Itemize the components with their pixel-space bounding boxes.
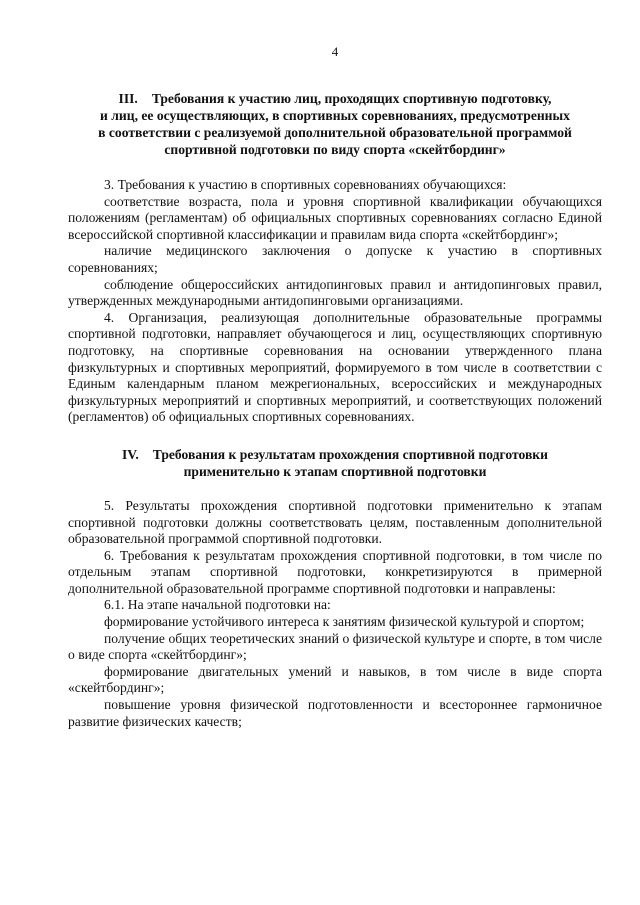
section-3-number: III. (118, 91, 138, 106)
section-4-number: IV. (122, 446, 139, 462)
section-3-title-line-4: спортивной подготовки по виду спорта «скейтбординг» (164, 142, 506, 157)
paragraph-3-item-1: соответствие возраста, пола и уровня спортивной квалификации обучающихся положениям (регламентам) об официальных спортивных соревнованиях согласно Единой всероссийской спортивной классификации и правилам вида спорта «скейтбординг»; (68, 193, 602, 242)
spacer (68, 480, 602, 498)
paragraph-5: 5. Результаты прохождения спортивной подготовки применительно к этапам спортивной подготовки должны соответствовать целям, поставленным дополнительной образовательной программой спортивной подготовки. (68, 497, 602, 547)
spacer (68, 158, 602, 177)
paragraph-6-1-item-2: получение общих теоретических знаний о физической культуре и спорте, в том числе о виде спорта «скейтбординг»; (68, 630, 602, 663)
paragraph-6-1: 6.1. На этапе начальной подготовки на: (104, 597, 331, 613)
paragraph-3: 3. Требования к участию в спортивных соревнованиях обучающихся: (104, 177, 507, 192)
page-number: 4 (331, 44, 339, 59)
paragraph-3-item-3: соблюдение общероссийских антидопинговых правил и антидопинговых правил, утвержденных международными антидопинговыми организациями. (68, 276, 602, 309)
section-3-title-line-1: Требования к участию лиц, проходящих спортивную подготовку, (151, 91, 552, 106)
paragraph-6-1-item-3: формирование двигательных умений и навыков, в том числе в виде спорта «скейтбординг»; (68, 663, 602, 696)
section-4-heading-line (68, 446, 602, 463)
paragraph-6-1-item-1: формирование устойчивого интереса к занятиям физической культурой и спортом; (104, 614, 585, 630)
paragraph-6-1-item-4: повышение уровня физической подготовленности и всестороннее гармоничное развитие физических качеств; (68, 697, 602, 729)
section-3-heading (68, 90, 602, 158)
section-3-title-line-3: в соответствии с реализуемой дополнительной образовательной программой (98, 125, 572, 140)
section-3-title-line-2: и лиц, ее осуществляющих, в спортивных соревнованиях, предусмотренных (100, 108, 570, 123)
paragraph-4: 4. Организация, реализующая дополнительные образовательные программы спортивной подготовки, направляет обучающегося и лиц, осуществляющих спортивную подготовку, на спортивные соревнования на основании утвержденного плана физкультурных и спортивных мероприятий, формируемого в том числе в соответствии с Единым календарным планом межрегиональных, всероссийских и международных физкультурных мероприятий и спортивных мероприятий, и соответствующих положений (регламентов) об официальных спортивных соревнованиях. (68, 309, 602, 425)
section-4-title-line-1: Требования к результатам прохождения спортивной подготовки (152, 446, 548, 462)
section-4-heading (68, 446, 602, 480)
paragraph-6: 6. Требования к результатам прохождения спортивной подготовки, в том числе по отдельным этапам спортивной подготовки, конкретизируются в примерной дополнительной образовательной программе спортивной подготовки и направлены: (68, 547, 602, 596)
paragraph-3-item-2: наличие медицинского заключения о допуске к участию в спортивных соревнованиях; (68, 243, 602, 275)
section-4-title-line-2: применительно к этапам спортивной подготовки (183, 463, 487, 479)
section-3-heading-line (68, 90, 602, 107)
